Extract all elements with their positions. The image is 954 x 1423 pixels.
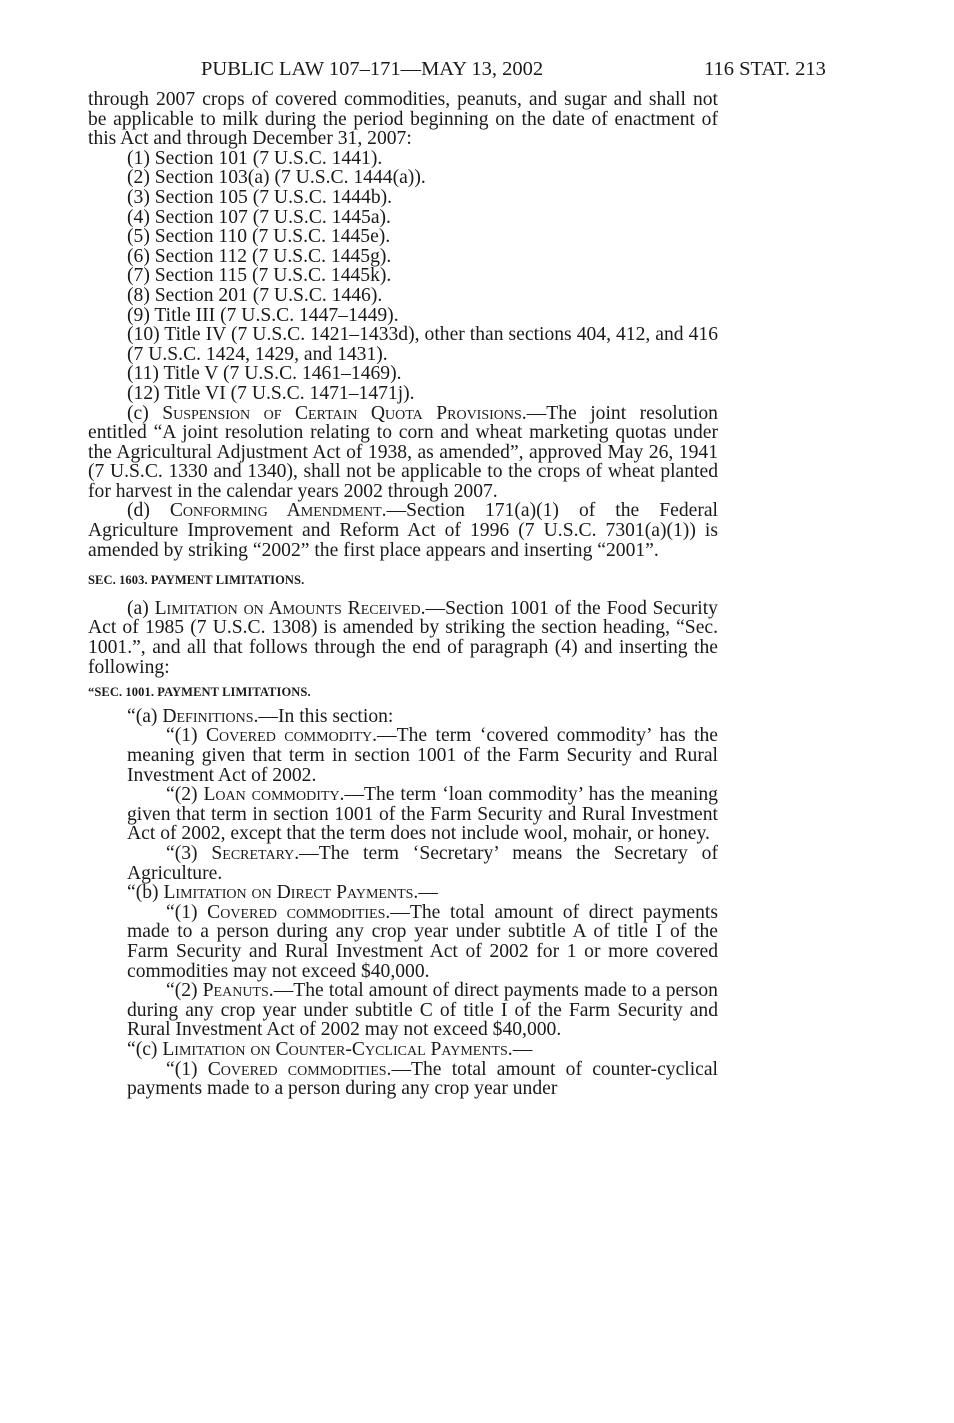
definition-1-heading: Covered commodity. (205, 725, 378, 747)
list-item: (1) Section 101 (7 U.S.C. 1441). (127, 147, 383, 169)
definition-1-text: —The term ‘covered commodity’ has the meaning given that term in section 1001 of the Farm Security and Rural Investment Act of 2002. (127, 725, 718, 786)
definitions-number: “(a) (127, 705, 163, 727)
subsection-c-heading: Suspension of Certain Quota Provisions. (162, 402, 527, 424)
counter-cyclical-number: “(c) (127, 1038, 163, 1060)
direct-b1-heading: Covered commodities. (207, 901, 391, 923)
definition-1-number: “(1) (166, 725, 206, 747)
subsection-a-heading: Limitation on Amounts Received. (154, 597, 426, 619)
list-item: (5) Section 110 (7 U.S.C. 1445e). (127, 226, 391, 248)
list-item: (3) Section 105 (7 U.S.C. 1444b). (127, 186, 393, 208)
section-list (88, 149, 718, 404)
list-item: (8) Section 201 (7 U.S.C. 1446). (127, 284, 383, 306)
definition-covered-commodity (127, 726, 718, 785)
subsection-d (88, 501, 718, 560)
definition-secretary (127, 844, 718, 883)
counter-c1-heading: Covered commodities. (207, 1058, 392, 1080)
section-1603-heading: SEC. 1603. PAYMENT LIMITATIONS. (88, 573, 305, 588)
direct-payments-peanuts (127, 981, 718, 1040)
direct-payments-covered-commodities (127, 903, 718, 981)
section-1001-heading: “SEC. 1001. PAYMENT LIMITATIONS. (88, 685, 311, 700)
list-item-10-text: (10) Title IV (7 U.S.C. 1421–1433d), other than sections 404, 412, and 416 (7 U.S.C. 1424, 1429, and 1431). (127, 324, 718, 365)
page-header (88, 54, 826, 90)
direct-b2-number: “(2) (166, 980, 203, 1002)
counter-c1-number: “(1) (166, 1058, 208, 1080)
counter-cyclical-subsection (88, 1040, 718, 1060)
direct-b1-number: “(1) (166, 901, 208, 923)
definitions-block (88, 726, 718, 883)
definitions-text: —In this section: (258, 705, 394, 727)
direct-b1-text: —The total amount of direct payments made to a person during any crop year under subtitle A of title I of the Farm Security and Rural Investment Act of 2002 for 1 or more covered commodities may not exceed $40,000. (127, 901, 718, 982)
list-item: (9) Title III (7 U.S.C. 1447–1449). (127, 304, 399, 326)
list-item: (6) Section 112 (7 U.S.C. 1445g). (127, 245, 392, 267)
subsection-c-number: (c) (127, 402, 163, 424)
definition-2-text: —The term ‘loan commodity’ has the meaning given that term in section 1001 of the Farm Security and Rural Investment Act of 2002, except that the term does not include wool, mohair, or honey. (127, 784, 718, 845)
running-head-title: PUBLIC LAW 107–171—MAY 13, 2002 (201, 58, 544, 80)
definition-3-number: “(3) (166, 842, 212, 864)
subsection-d-number: (d) (127, 500, 170, 522)
definition-3-text: —The term ‘Secretary’ means the Secretary of Agriculture. (127, 842, 718, 884)
subsection-c (88, 404, 718, 502)
subsection-a-number: (a) (127, 597, 155, 619)
definition-3-heading: Secretary. (211, 842, 300, 864)
list-item: (4) Section 107 (7 U.S.C. 1445a). (127, 206, 391, 228)
subsection-a-text: —Section 1001 of the Food Security Act of 1985 (7 U.S.C. 1308) is amended by striking the section heading, “Sec. 1001.”, and all that follows through the end of paragraph (4) and inserting the following: (88, 597, 718, 678)
definitions-heading: Definitions. (162, 705, 259, 727)
direct-payments-number: “(b) (127, 882, 164, 904)
subsection-d-heading: Conforming Amendment. (169, 500, 387, 522)
direct-payments-heading: Limitation on Direct Payments. (163, 882, 419, 904)
counter-cyclical-heading: Limitation on Counter-Cyclical Payments. (162, 1038, 513, 1060)
list-item-10 (88, 325, 718, 364)
intro-paragraph: through 2007 crops of covered commodities, peanuts, and sugar and shall not be applicable to milk during the period beginning on the date of enactment of this Act and through December 31, 2007: (88, 89, 718, 150)
list-item-11: (11) Title V (7 U.S.C. 1461–1469). (127, 363, 402, 385)
definition-2-number: “(2) (166, 784, 204, 806)
definitions-subsection (88, 707, 718, 727)
document-page (88, 54, 826, 1100)
subsection-c-text: —The joint resolution entitled “A joint resolution relating to corn and wheat marketing quotas under the Agricultural Adjustment Act of 1938, as amended”, approved May 26, 1941 (7 U.S.C. 1330 and 1340), shall not be applicable to the crops of wheat planted for harvest in the calendar years 2002 through 2007. (88, 402, 718, 502)
definition-2-heading: Loan commodity. (203, 784, 345, 806)
direct-payments-block (88, 903, 718, 1040)
counter-cyclical-dash: — (512, 1038, 533, 1060)
definition-loan-commodity (127, 785, 718, 844)
direct-b2-text: —The total amount of direct payments made to a person during any crop year under subtitle C of title I of the Farm Security and Rural Investment Act of 2002 may not exceed $40,000. (127, 980, 718, 1041)
counter-cyclical-block (88, 1060, 718, 1099)
counter-cyclical-covered-commodities (127, 1060, 718, 1099)
subsection-d-text: —Section 171(a)(1) of the Federal Agriculture Improvement and Reform Act of 1996 (7 U.S.C. 7301(a)(1)) is amended by striking “2002” the first place appears and inserting “2001”. (88, 500, 718, 561)
statute-page-number: 116 STAT. 213 (704, 58, 826, 80)
list-item: (7) Section 115 (7 U.S.C. 1445k). (127, 265, 392, 287)
list-item-12: (12) Title VI (7 U.S.C. 1471–1471j). (127, 382, 415, 404)
list-item: (2) Section 103(a) (7 U.S.C. 1444(a)). (127, 167, 426, 189)
direct-payments-subsection (88, 883, 718, 903)
direct-payments-dash: — (418, 882, 438, 904)
counter-c1-text: —The total amount of counter-cyclical payments made to a person during any crop year under (127, 1058, 718, 1100)
section-1603-subsection-a (88, 599, 718, 677)
direct-b2-heading: Peanuts. (202, 980, 274, 1002)
